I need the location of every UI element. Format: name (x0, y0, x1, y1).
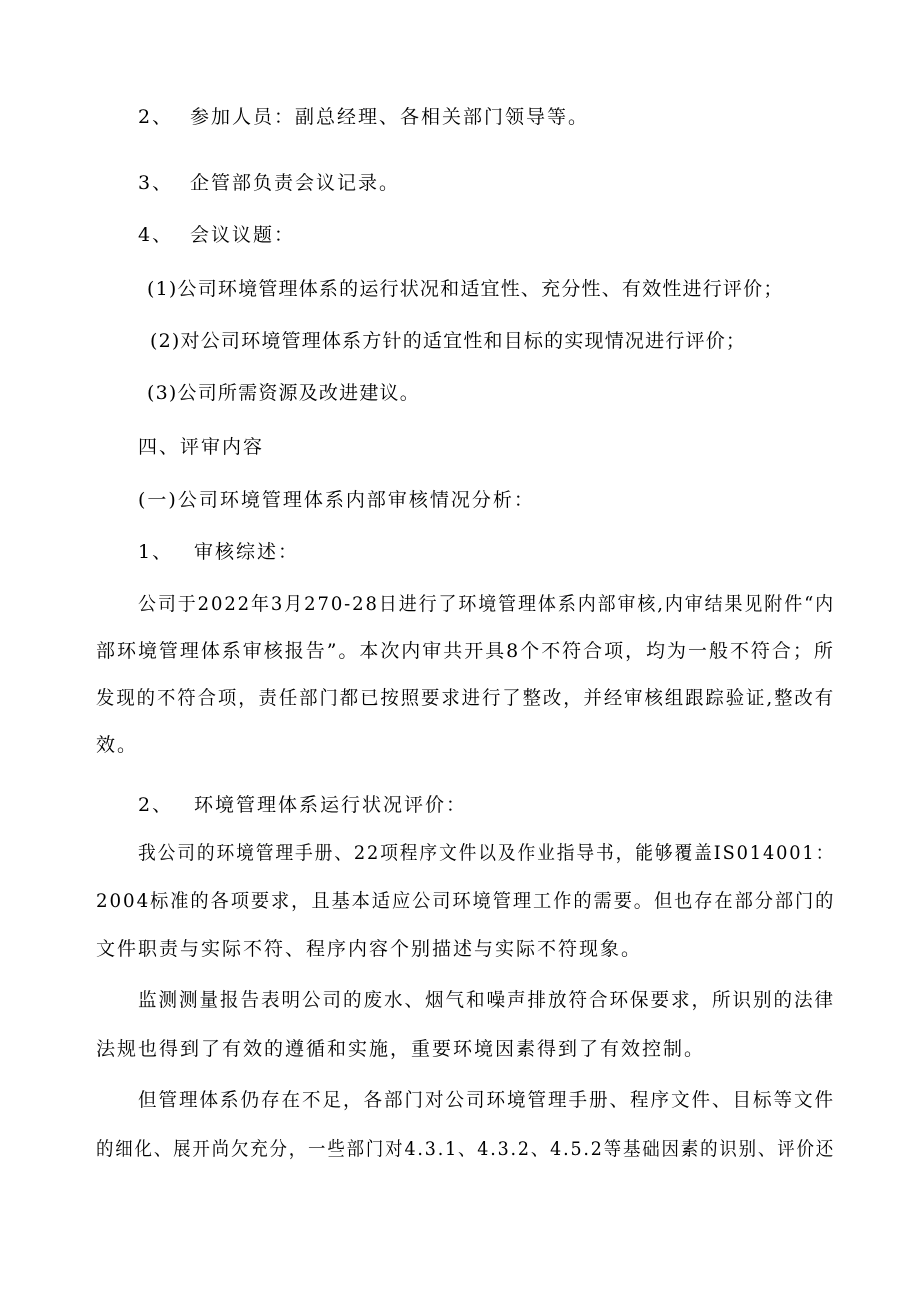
paragraph-line: 效。 (96, 734, 139, 756)
item-number: 3、 (138, 172, 174, 194)
item-number: 2、 (138, 106, 174, 128)
paragraph-line: 的细化、展开尚欠充分，一些部门对4.3.1、4.3.2、4.5.2等基础因素的识别、评价还 (96, 1138, 836, 1160)
list-item (138, 223, 295, 247)
sub-heading (138, 540, 299, 564)
paragraph-line: 法规也得到了有效的遵循和实施，重要环境因素得到了有效控制。 (96, 1038, 706, 1060)
topic-item: (2)对公司环境管理体系方针的适宜性和目标的实现情况进行评价； (150, 330, 747, 352)
sub-number: 1、 (138, 541, 174, 563)
sub-number: 2、 (138, 794, 174, 816)
sub-text: 审核综述： (194, 541, 300, 563)
paragraph-line: 我公司的环境管理手册、22项程序文件以及作业指导书，能够覆盖IS014001： (138, 842, 836, 864)
paragraph-line: 发现的不符合项，责任部门都已按照要求进行了整改，并经审核组跟踪验证,整改有 (96, 687, 836, 709)
paragraph-line: 监测测量报告表明公司的废水、烟气和噪声排放符合环保要求，所识别的法律 (138, 989, 836, 1011)
item-text: 会议议题： (190, 224, 296, 246)
item-number: 4、 (138, 224, 174, 246)
topic-item: (1)公司环境管理体系的运行状况和适宜性、充分性、有效性进行评价； (147, 278, 784, 300)
topic-item: (3)公司所需资源及改进建议。 (147, 382, 420, 404)
paragraph-line: 部环境管理体系审核报告”。本次内审共开具8个不符合项，均为一般不符合；所 (96, 640, 835, 662)
list-item (138, 105, 589, 129)
subsection-title: (一)公司环境管理体系内部审核情况分析： (138, 489, 535, 511)
list-item (138, 171, 400, 195)
item-text: 企管部负责会议记录。 (190, 172, 401, 194)
paragraph-line: 但管理体系仍存在不足，各部门对公司环境管理手册、程序文件、目标等文件 (138, 1089, 836, 1111)
item-text: 参加人员：副总经理、各相关部门领导等。 (190, 106, 590, 128)
paragraph-line: 公司于2022年3月270-28日进行了环境管理体系内部审核,内审结果见附件“内 (138, 593, 836, 615)
sub-heading (138, 793, 467, 817)
paragraph-line: 2004标准的各项要求，且基本适应公司环境管理工作的需要。但也存在部分部门的 (96, 890, 836, 912)
section-title: 四、评审内容 (138, 436, 265, 458)
paragraph-line: 文件职责与实际不符、程序内容个别描述与实际不符现象。 (96, 938, 643, 960)
sub-text: 环境管理体系运行状况评价： (194, 794, 468, 816)
